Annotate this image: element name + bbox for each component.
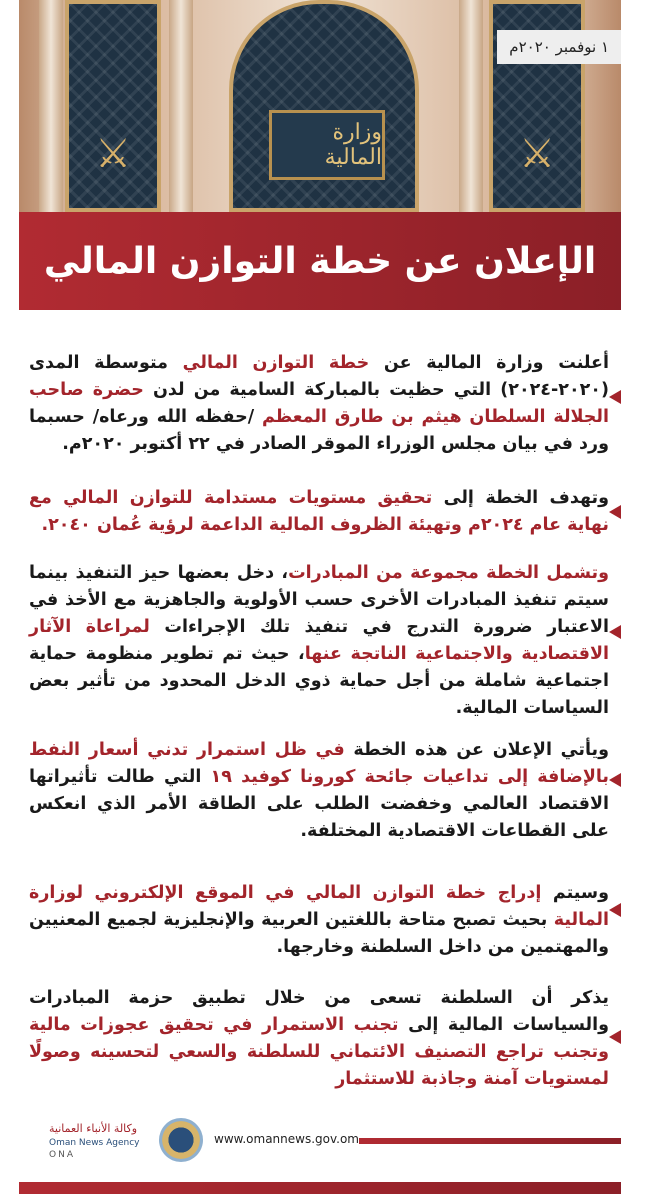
title-banner (19, 212, 621, 310)
highlighted-text: لمراعاة الآثار الاقتصادية والاجتماعية الناتجة عنها (29, 617, 609, 664)
paragraph-text: متوسطة المدى (٢٠٢٠-٢٠٢٤) التي حظيت بالمباركة السامية من لدن (29, 353, 609, 400)
hero-image (19, 0, 621, 212)
highlighted-text: تحقيق مستويات مستدامة للتوازن المالي مع نهاية عام ٢٠٢٤م وتهيئة الظروف المالية الداعمة لرؤية عُمان ٢٠٤٠. (29, 488, 609, 535)
paragraph-3 (29, 560, 609, 722)
highlighted-text: وتشمل الخطة مجموعة من المبادرات (288, 563, 609, 583)
khanjar-emblem-icon: ⚔ (95, 131, 131, 177)
bullet-icon (609, 903, 621, 917)
date-badge: ١ نوفمبر ٢٠٢٠م (497, 30, 621, 64)
paragraph-text: ، دخل بعضها حيز التنفيذ بينما سيتم تنفيذ المبادرات الأخرى حسب الأولوية والجاهزية مع الأخذ في الاعتبار ضرورة التدرج في تنفيذ تلك الإجراءات (29, 563, 609, 637)
footer-divider (359, 1138, 621, 1144)
news-card (19, 0, 621, 1200)
paragraph-text: بحيث تصبح متاحة باللغتين العربية والإنجليزية لجميع المعنيين والمهتمين من داخل السلطنة وخارجها. (29, 910, 609, 957)
paragraph-text: وتهدف الخطة إلى (432, 488, 609, 508)
bottom-bar (19, 1182, 621, 1194)
side-door-left (65, 0, 161, 212)
paragraph-text: وسيتم (541, 883, 609, 903)
paragraph-text: /حفظه الله ورعاه/ حسبما ورد في بيان مجلس الوزراء الموقر الصادر في ٢٢ أكتوبر ٢٠٢٠م. (29, 407, 609, 454)
main-door (229, 0, 419, 212)
bullet-icon (609, 1030, 621, 1044)
bullet-icon (609, 390, 621, 404)
agency-seal-icon (159, 1118, 203, 1162)
paragraph-5 (29, 880, 609, 961)
page-title: الإعلان عن خطة التوازن المالي (43, 240, 597, 282)
highlighted-text: حضرة صاحب الجلالة السلطان هيثم بن طارق المعظم (29, 380, 609, 427)
pillar (459, 0, 483, 212)
paragraph-text: ، حيث تم تطوير منظومة حماية اجتماعية شاملة من أجل حماية ذوي الدخل المحدود من تأثير بعض السياسات المالية. (29, 644, 609, 718)
pillar (39, 0, 63, 212)
paragraph-2 (29, 485, 609, 539)
website-link[interactable]: www.omannews.gov.om (214, 1132, 359, 1146)
bullet-icon (609, 773, 621, 787)
paragraph-4 (29, 737, 609, 845)
agency-code: ONA (49, 1150, 75, 1160)
agency-name-ar: وكالة الأنباء العمانية (49, 1122, 138, 1135)
highlighted-text: في ظل استمرار تدني أسعار النفط بالإضافة إلى تداعيات جائحة كورونا كوفيد ١٩ (29, 740, 609, 787)
ministry-plaque: وزارة المالية (269, 110, 385, 180)
bullet-icon (609, 625, 621, 639)
paragraph-text: يذكر أن السلطنة تسعى من خلال تطبيق حزمة المبادرات والسياسات المالية إلى (29, 988, 609, 1035)
paragraph-text: ويأتي الإعلان عن هذه الخطة (344, 740, 609, 760)
highlighted-text: تجنب الاستمرار في تحقيق عجوزات مالية وتجنب تراجع التصنيف الائتماني للسلطنة والسعي لتحسينه وصولًا لمستويات آمنة وجاذبة للاستثمار (29, 1015, 609, 1089)
paragraph-6 (29, 985, 609, 1093)
khanjar-emblem-icon: ⚔ (519, 131, 555, 177)
paragraph-text: التي طالت تأثيراتها الاقتصاد العالمي وخفضت الطلب على الطاقة الأمر الذي انعكس على القطاعات الاقتصادية المختلفة. (29, 767, 609, 841)
bullet-icon (609, 505, 621, 519)
paragraph-1 (29, 350, 609, 458)
highlighted-text: إدراج خطة التوازن المالي في الموقع الإلكتروني لوزارة المالية (29, 883, 609, 930)
pillar (169, 0, 193, 212)
paragraph-text: أعلنت وزارة المالية عن (369, 353, 609, 373)
agency-name-en: Oman News Agency (49, 1138, 140, 1148)
footer (19, 1110, 621, 1170)
highlighted-text: خطة التوازن المالي (182, 353, 370, 373)
